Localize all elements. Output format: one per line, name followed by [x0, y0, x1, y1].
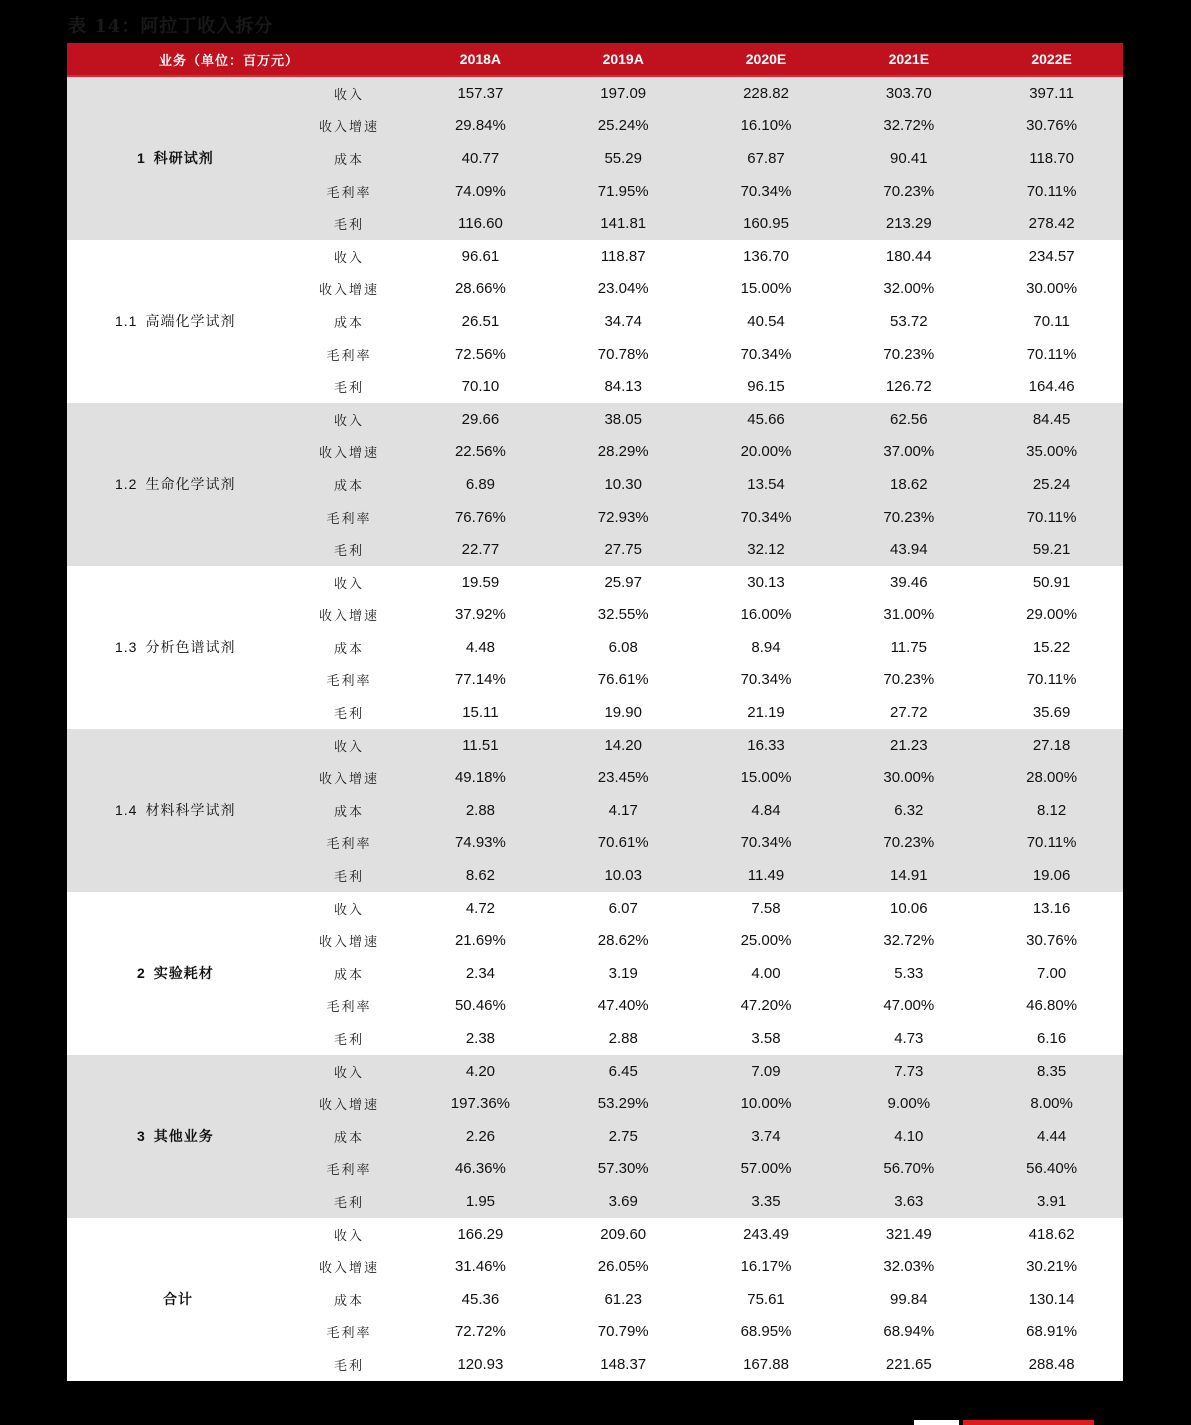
value-cell: 116.60: [409, 207, 552, 240]
value-cell: 47.20%: [695, 990, 838, 1023]
value-cell: 35.69: [980, 696, 1123, 729]
value-cell: 19.90: [552, 696, 695, 729]
value-cell: 16.10%: [695, 110, 838, 143]
metric-label: 毛利率: [289, 1153, 409, 1186]
value-cell: 43.94: [837, 533, 980, 566]
table-row: [67, 240, 1123, 273]
value-cell: 25.97: [552, 566, 695, 599]
value-cell: 7.73: [837, 1055, 980, 1088]
value-cell: 180.44: [837, 240, 980, 273]
metric-label: 毛利率: [289, 827, 409, 860]
value-cell: 70.23%: [837, 827, 980, 860]
value-cell: 76.76%: [409, 501, 552, 534]
value-cell: 70.34%: [695, 338, 838, 371]
value-cell: 70.34%: [695, 827, 838, 860]
value-cell: 13.16: [980, 892, 1123, 925]
header-year-2020e: 2020E: [695, 43, 838, 76]
value-cell: 77.14%: [409, 664, 552, 697]
header-year-2021e: 2021E: [837, 43, 980, 76]
value-cell: 45.36: [409, 1283, 552, 1316]
value-cell: 57.30%: [552, 1153, 695, 1186]
value-cell: 221.65: [837, 1348, 980, 1381]
value-cell: 7.58: [695, 892, 838, 925]
metric-label: 收入增速: [289, 924, 409, 957]
metric-label: 成本: [289, 305, 409, 338]
value-cell: 10.03: [552, 859, 695, 892]
value-cell: 2.88: [552, 1022, 695, 1055]
value-cell: 6.16: [980, 1022, 1123, 1055]
metric-label: 收入增速: [289, 1087, 409, 1120]
value-cell: 68.91%: [980, 1316, 1123, 1349]
value-cell: 30.76%: [980, 924, 1123, 957]
segment-number: 1.4: [115, 802, 138, 819]
value-cell: 47.00%: [837, 990, 980, 1023]
value-cell: 46.80%: [980, 990, 1123, 1023]
value-cell: 31.00%: [837, 599, 980, 632]
metric-label: 成本: [289, 794, 409, 827]
value-cell: 84.45: [980, 403, 1123, 436]
value-cell: 21.69%: [409, 924, 552, 957]
value-cell: 16.33: [695, 729, 838, 762]
value-cell: 72.56%: [409, 338, 552, 371]
value-cell: 96.61: [409, 240, 552, 273]
value-cell: 53.29%: [552, 1087, 695, 1120]
value-cell: 118.70: [980, 142, 1123, 175]
value-cell: 3.91: [980, 1185, 1123, 1218]
metric-label: 成本: [289, 631, 409, 664]
value-cell: 57.00%: [695, 1153, 838, 1186]
value-cell: 126.72: [837, 370, 980, 403]
value-cell: 68.95%: [695, 1316, 838, 1349]
value-cell: 50.46%: [409, 990, 552, 1023]
value-cell: 2.26: [409, 1120, 552, 1153]
value-cell: 70.34%: [695, 501, 838, 534]
value-cell: 8.94: [695, 631, 838, 664]
value-cell: 72.93%: [552, 501, 695, 534]
value-cell: 29.00%: [980, 599, 1123, 632]
metric-label: 毛利: [289, 1022, 409, 1055]
value-cell: 55.29: [552, 142, 695, 175]
value-cell: 243.49: [695, 1218, 838, 1251]
value-cell: 32.72%: [837, 110, 980, 143]
value-cell: 96.15: [695, 370, 838, 403]
value-cell: 25.00%: [695, 924, 838, 957]
segment-name: 科研试剂: [153, 151, 214, 168]
segment-name: 高端化学试剂: [145, 314, 236, 331]
value-cell: 2.34: [409, 957, 552, 990]
value-cell: 27.18: [980, 729, 1123, 762]
value-cell: 4.00: [695, 957, 838, 990]
metric-label: 收入: [289, 729, 409, 762]
segment-name: 材料科学试剂: [145, 803, 236, 820]
value-cell: 49.18%: [409, 761, 552, 794]
value-cell: 29.84%: [409, 110, 552, 143]
value-cell: 6.07: [552, 892, 695, 925]
value-cell: 11.51: [409, 729, 552, 762]
value-cell: 160.95: [695, 207, 838, 240]
value-cell: 228.82: [695, 76, 838, 110]
value-cell: 288.48: [980, 1348, 1123, 1381]
header-business: 业务（单位：百万元）: [67, 43, 409, 76]
value-cell: 213.29: [837, 207, 980, 240]
value-cell: 30.76%: [980, 110, 1123, 143]
value-cell: 70.11%: [980, 175, 1123, 208]
segment-name: 生命化学试剂: [145, 477, 236, 494]
metric-label: 收入增速: [289, 761, 409, 794]
value-cell: 68.94%: [837, 1316, 980, 1349]
segment-number: 1.3: [115, 639, 138, 656]
value-cell: 37.92%: [409, 599, 552, 632]
value-cell: 13.54: [695, 468, 838, 501]
value-cell: 130.14: [980, 1283, 1123, 1316]
header-year-2019a: 2019A: [552, 43, 695, 76]
value-cell: 4.44: [980, 1120, 1123, 1153]
value-cell: 9.00%: [837, 1087, 980, 1120]
value-cell: 70.78%: [552, 338, 695, 371]
value-cell: 22.56%: [409, 436, 552, 469]
value-cell: 7.09: [695, 1055, 838, 1088]
value-cell: 99.84: [837, 1283, 980, 1316]
value-cell: 56.70%: [837, 1153, 980, 1186]
business-segment-label: [67, 1218, 289, 1381]
value-cell: 84.13: [552, 370, 695, 403]
value-cell: 46.36%: [409, 1153, 552, 1186]
value-cell: 35.00%: [980, 436, 1123, 469]
metric-label: 收入增速: [289, 1250, 409, 1283]
metric-label: 毛利率: [289, 338, 409, 371]
value-cell: 120.93: [409, 1348, 552, 1381]
value-cell: 1.95: [409, 1185, 552, 1218]
business-segment-label: [67, 566, 289, 729]
value-cell: 70.11%: [980, 338, 1123, 371]
metric-label: 收入增速: [289, 273, 409, 306]
metric-label: 毛利率: [289, 175, 409, 208]
metric-label: 毛利: [289, 696, 409, 729]
value-cell: 4.73: [837, 1022, 980, 1055]
value-cell: 25.24%: [552, 110, 695, 143]
value-cell: 25.24: [980, 468, 1123, 501]
metric-label: 成本: [289, 1120, 409, 1153]
value-cell: 8.35: [980, 1055, 1123, 1088]
value-cell: 3.35: [695, 1185, 838, 1218]
value-cell: 321.49: [837, 1218, 980, 1251]
watermark-white-bar: [914, 1420, 959, 1425]
value-cell: 4.72: [409, 892, 552, 925]
value-cell: 28.66%: [409, 273, 552, 306]
value-cell: 22.77: [409, 533, 552, 566]
business-segment-label: [67, 892, 289, 1055]
value-cell: 28.00%: [980, 761, 1123, 794]
metric-label: 毛利: [289, 859, 409, 892]
value-cell: 157.37: [409, 76, 552, 110]
metric-label: 成本: [289, 957, 409, 990]
value-cell: 30.00%: [837, 761, 980, 794]
value-cell: 209.60: [552, 1218, 695, 1251]
segment-number: 2: [137, 965, 146, 982]
value-cell: 70.10: [409, 370, 552, 403]
value-cell: 14.20: [552, 729, 695, 762]
value-cell: 59.21: [980, 533, 1123, 566]
metric-label: 收入增速: [289, 436, 409, 469]
value-cell: 3.74: [695, 1120, 838, 1153]
value-cell: 70.79%: [552, 1316, 695, 1349]
table-body: [67, 76, 1123, 1381]
metric-label: 成本: [289, 468, 409, 501]
value-cell: 3.19: [552, 957, 695, 990]
value-cell: 18.62: [837, 468, 980, 501]
value-cell: 39.46: [837, 566, 980, 599]
table-row: [67, 892, 1123, 925]
segment-number: 1.1: [115, 313, 138, 330]
value-cell: 70.23%: [837, 501, 980, 534]
table-caption: 表 14：阿拉丁收入拆分: [68, 16, 274, 37]
metric-label: 毛利: [289, 1185, 409, 1218]
value-cell: 7.00: [980, 957, 1123, 990]
value-cell: 8.12: [980, 794, 1123, 827]
segment-name: 实验耗材: [153, 966, 214, 983]
metric-label: 收入: [289, 892, 409, 925]
value-cell: 23.45%: [552, 761, 695, 794]
logo-watermark: [914, 1420, 1094, 1425]
value-cell: 5.33: [837, 957, 980, 990]
value-cell: 19.06: [980, 859, 1123, 892]
value-cell: 6.45: [552, 1055, 695, 1088]
value-cell: 38.05: [552, 403, 695, 436]
value-cell: 16.17%: [695, 1250, 838, 1283]
value-cell: 234.57: [980, 240, 1123, 273]
value-cell: 166.29: [409, 1218, 552, 1251]
segment-number: 1: [137, 150, 146, 167]
value-cell: 40.54: [695, 305, 838, 338]
value-cell: 72.72%: [409, 1316, 552, 1349]
value-cell: 32.12: [695, 533, 838, 566]
segment-name: 其他业务: [153, 1129, 214, 1146]
value-cell: 26.51: [409, 305, 552, 338]
watermark-red-bar: [963, 1420, 1094, 1425]
segment-number: 1.2: [115, 476, 138, 493]
value-cell: 3.58: [695, 1022, 838, 1055]
value-cell: 15.11: [409, 696, 552, 729]
value-cell: 6.08: [552, 631, 695, 664]
revenue-breakdown-table: [67, 43, 1123, 1381]
value-cell: 27.75: [552, 533, 695, 566]
value-cell: 31.46%: [409, 1250, 552, 1283]
value-cell: 8.62: [409, 859, 552, 892]
metric-label: 毛利: [289, 1348, 409, 1381]
header-year-2018a: 2018A: [409, 43, 552, 76]
value-cell: 2.75: [552, 1120, 695, 1153]
metric-label: 成本: [289, 142, 409, 175]
table-row: [67, 1218, 1123, 1251]
table-header-row: [67, 43, 1123, 76]
value-cell: 167.88: [695, 1348, 838, 1381]
value-cell: 148.37: [552, 1348, 695, 1381]
value-cell: 15.22: [980, 631, 1123, 664]
value-cell: 3.69: [552, 1185, 695, 1218]
value-cell: 6.89: [409, 468, 552, 501]
value-cell: 118.87: [552, 240, 695, 273]
metric-label: 毛利: [289, 370, 409, 403]
value-cell: 37.00%: [837, 436, 980, 469]
value-cell: 74.93%: [409, 827, 552, 860]
table-row: [67, 403, 1123, 436]
metric-label: 收入: [289, 1055, 409, 1088]
metric-label: 毛利率: [289, 664, 409, 697]
value-cell: 50.91: [980, 566, 1123, 599]
value-cell: 30.13: [695, 566, 838, 599]
value-cell: 16.00%: [695, 599, 838, 632]
value-cell: 74.09%: [409, 175, 552, 208]
metric-label: 收入: [289, 76, 409, 110]
value-cell: 28.62%: [552, 924, 695, 957]
value-cell: 30.00%: [980, 273, 1123, 306]
value-cell: 397.11: [980, 76, 1123, 110]
business-segment-label: [67, 240, 289, 403]
value-cell: 70.11: [980, 305, 1123, 338]
value-cell: 70.34%: [695, 175, 838, 208]
value-cell: 75.61: [695, 1283, 838, 1316]
metric-label: 毛利率: [289, 501, 409, 534]
value-cell: 90.41: [837, 142, 980, 175]
header-year-2022e: 2022E: [980, 43, 1123, 76]
value-cell: 197.36%: [409, 1087, 552, 1120]
table-row: [67, 729, 1123, 762]
value-cell: 56.40%: [980, 1153, 1123, 1186]
value-cell: 23.04%: [552, 273, 695, 306]
value-cell: 26.05%: [552, 1250, 695, 1283]
value-cell: 4.84: [695, 794, 838, 827]
metric-label: 毛利: [289, 207, 409, 240]
value-cell: 70.61%: [552, 827, 695, 860]
revenue-breakdown-table-container: [67, 43, 1123, 1381]
value-cell: 70.11%: [980, 664, 1123, 697]
value-cell: 70.23%: [837, 175, 980, 208]
value-cell: 21.23: [837, 729, 980, 762]
value-cell: 10.00%: [695, 1087, 838, 1120]
value-cell: 418.62: [980, 1218, 1123, 1251]
value-cell: 76.61%: [552, 664, 695, 697]
value-cell: 4.48: [409, 631, 552, 664]
value-cell: 40.77: [409, 142, 552, 175]
value-cell: 2.88: [409, 794, 552, 827]
table-row: [67, 76, 1123, 110]
business-segment-label: [67, 403, 289, 566]
value-cell: 70.23%: [837, 338, 980, 371]
business-segment-label: [67, 76, 289, 240]
value-cell: 303.70: [837, 76, 980, 110]
value-cell: 27.72: [837, 696, 980, 729]
table-row: [67, 566, 1123, 599]
value-cell: 70.11%: [980, 501, 1123, 534]
metric-label: 毛利: [289, 533, 409, 566]
value-cell: 53.72: [837, 305, 980, 338]
metric-label: 收入: [289, 240, 409, 273]
metric-label: 收入: [289, 403, 409, 436]
value-cell: 29.66: [409, 403, 552, 436]
value-cell: 6.32: [837, 794, 980, 827]
metric-label: 成本: [289, 1283, 409, 1316]
segment-number: 3: [137, 1128, 146, 1145]
value-cell: 10.30: [552, 468, 695, 501]
value-cell: 4.10: [837, 1120, 980, 1153]
value-cell: 45.66: [695, 403, 838, 436]
value-cell: 67.87: [695, 142, 838, 175]
value-cell: 164.46: [980, 370, 1123, 403]
value-cell: 136.70: [695, 240, 838, 273]
metric-label: 毛利率: [289, 1316, 409, 1349]
value-cell: 197.09: [552, 76, 695, 110]
business-segment-label: [67, 729, 289, 892]
business-segment-label: [67, 1055, 289, 1218]
value-cell: 32.55%: [552, 599, 695, 632]
value-cell: 21.19: [695, 696, 838, 729]
value-cell: 30.21%: [980, 1250, 1123, 1283]
value-cell: 71.95%: [552, 175, 695, 208]
value-cell: 4.20: [409, 1055, 552, 1088]
value-cell: 32.72%: [837, 924, 980, 957]
value-cell: 70.23%: [837, 664, 980, 697]
value-cell: 10.06: [837, 892, 980, 925]
value-cell: 19.59: [409, 566, 552, 599]
table-row: [67, 1055, 1123, 1088]
metric-label: 毛利率: [289, 990, 409, 1023]
metric-label: 收入: [289, 1218, 409, 1251]
value-cell: 141.81: [552, 207, 695, 240]
value-cell: 20.00%: [695, 436, 838, 469]
metric-label: 收入增速: [289, 599, 409, 632]
value-cell: 62.56: [837, 403, 980, 436]
metric-label: 收入增速: [289, 110, 409, 143]
value-cell: 61.23: [552, 1283, 695, 1316]
value-cell: 47.40%: [552, 990, 695, 1023]
value-cell: 28.29%: [552, 436, 695, 469]
value-cell: 15.00%: [695, 761, 838, 794]
value-cell: 11.49: [695, 859, 838, 892]
value-cell: 14.91: [837, 859, 980, 892]
value-cell: 11.75: [837, 631, 980, 664]
value-cell: 4.17: [552, 794, 695, 827]
value-cell: 15.00%: [695, 273, 838, 306]
value-cell: 8.00%: [980, 1087, 1123, 1120]
value-cell: 70.34%: [695, 664, 838, 697]
metric-label: 收入: [289, 566, 409, 599]
value-cell: 70.11%: [980, 827, 1123, 860]
value-cell: 2.38: [409, 1022, 552, 1055]
value-cell: 32.00%: [837, 273, 980, 306]
value-cell: 32.03%: [837, 1250, 980, 1283]
value-cell: 34.74: [552, 305, 695, 338]
segment-name: 分析色谱试剂: [145, 640, 236, 657]
value-cell: 3.63: [837, 1185, 980, 1218]
segment-name: 合计: [163, 1292, 193, 1309]
value-cell: 278.42: [980, 207, 1123, 240]
